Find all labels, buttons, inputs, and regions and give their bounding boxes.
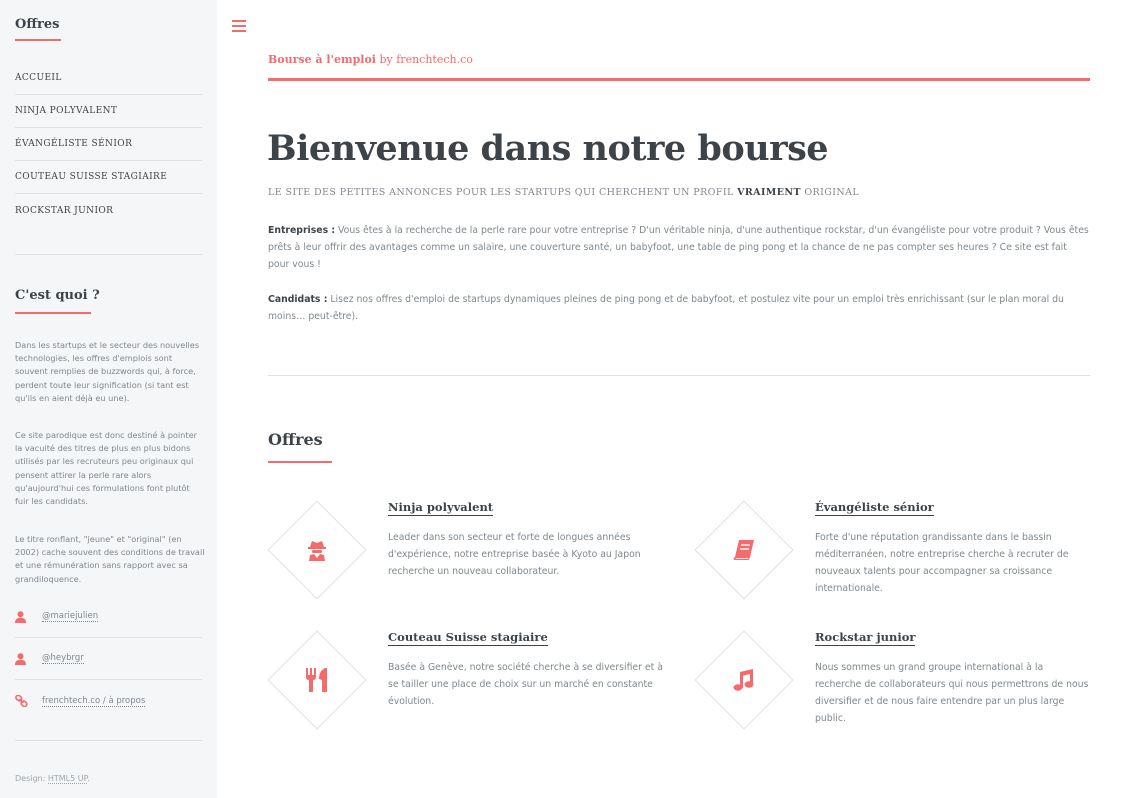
page-subtitle [268, 187, 859, 198]
feature-title-rockstar[interactable]: Rockstar junior [815, 630, 916, 644]
contact-item [15, 596, 202, 638]
feature-title-ninja[interactable]: Ninja polyvalent [388, 500, 494, 514]
contact-link-frenchtech[interactable]: frenchtech.co / à propos [42, 695, 146, 706]
design-suffix: . [87, 774, 90, 783]
contact-link-mariejulien[interactable]: @mariejulien [42, 611, 99, 621]
book-icon [695, 500, 793, 600]
feature-title-evangeliste[interactable]: Évangéliste sénior [815, 500, 934, 514]
menu-item-label[interactable]: COUTEAU SUISSE STAGIAIRE [15, 172, 168, 182]
design-link[interactable]: HTML5 UP [47, 774, 88, 783]
header-underline [268, 78, 1090, 81]
sidebar-offres-title: Offres [15, 17, 60, 32]
contact-item [15, 680, 202, 722]
menu-item-label[interactable]: ROCKSTAR JUNIOR [15, 205, 114, 216]
feature-text: Leader dans son secteur et forte de longues années d'expérience, notre entreprise basée à Kyoto au Japon recherche un nouveau collaborateur. [388, 532, 641, 577]
about-title-underline [15, 312, 91, 314]
about-paragraph: Ce site parodique est donc destiné à pointer la vacuité des titres de plus en plus bidons utilisés par les recruteurs peu originaux qui pensent attirer la perle rare alors qu'aujourd'hui ces formulations font plutôt fuir les candidats. [15, 430, 197, 507]
header-logo[interactable] [268, 53, 473, 66]
offres-heading: Offres [268, 430, 323, 449]
entreprises-text: Vous êtes à la recherche de la perle rare pour votre entreprise ? D'un véritable ninja, d'une authentique rockstar, d'un évangéliste pour votre produit ? Vous êtes prêts à leur offrir des avantages comme un salaire, une couverture santé, un babyfoot, une table de ping pong et la chance de ne pas compter ses heures ? Ce site est fait pour vous ! [268, 225, 1089, 270]
logo-strong: Bourse à l'emploi [268, 53, 376, 66]
link-icon [15, 695, 35, 707]
about-title: C'est quoi ? [15, 288, 100, 303]
page-title: Bienvenue dans notre bourse [267, 128, 829, 169]
menu-toggle-icon[interactable] [232, 20, 246, 34]
sidebar-item-evangeliste[interactable] [15, 128, 202, 161]
main-divider [268, 375, 1090, 376]
music-icon [695, 630, 793, 730]
feature-ninja [268, 500, 663, 620]
about-paragraph: Le titre ronflant, "jeune" et "original" (en 2002) cache souvent des conditions de travail et une rémunération sans rapport avec sa grandiloquence. [15, 534, 205, 584]
cutlery-icon [268, 630, 366, 730]
sidebar-item-accueil[interactable] [15, 62, 202, 95]
contact-list [15, 596, 202, 722]
intro-candidats [268, 291, 1090, 325]
sidebar-title-underline [15, 39, 61, 41]
sidebar-divider [15, 254, 202, 255]
feature-couteau [268, 630, 663, 750]
feature-title-couteau[interactable]: Couteau Suisse stagiaire [388, 630, 548, 644]
design-credit [15, 774, 90, 783]
design-prefix: Design: [15, 774, 48, 783]
user-icon [15, 653, 35, 665]
contact-item [15, 638, 202, 680]
feature-rockstar [695, 630, 1090, 750]
candidats-label: Candidats : [268, 294, 328, 305]
menu-item-label[interactable]: ACCUEIL [15, 73, 62, 83]
feature-text: Forte d'une réputation grandissante dans le bassin méditerranéen, notre entreprise cherche à recruter de nouveaux talents pour accompagner sa croissance internationale. [815, 532, 1069, 594]
candidats-text: Lisez nos offres d'emploi de startups dynamiques pleines de ping pong et de babyfoot, et postulez vite pour un emploi très enrichissant (sur le plan moral du moins… peut-être). [268, 294, 1064, 322]
sidebar-item-rockstar[interactable] [15, 194, 202, 227]
user-icon [15, 611, 35, 623]
sidebar-divider [15, 740, 202, 741]
menu-item-label[interactable]: NINJA POLYVALENT [15, 106, 118, 116]
sidebar-menu [15, 62, 202, 227]
sidebar-item-ninja[interactable] [15, 95, 202, 128]
entreprises-label: Entreprises : [268, 225, 336, 236]
sidebar-item-couteau[interactable] [15, 161, 202, 194]
logo-rest: by frenchtech.co [375, 53, 473, 66]
subtitle-pre: LE SITE DES PETITES ANNONCES POUR LES STARTUPS QUI CHERCHENT UN PROFIL [268, 187, 738, 198]
sidebar [0, 0, 217, 798]
feature-evangeliste [695, 500, 1090, 620]
feature-text: Basée à Genève, notre société cherche à se diversifier et à se tailler une place de choix sur un marché en constante évolution. [388, 662, 663, 707]
feature-text: Nous sommes un grand groupe international à la recherche de collaborateurs qui nous permettrons de nous diversifier et de nous faire entendre par un plus large public. [815, 662, 1089, 724]
subtitle-strong: VRAIMENT [737, 187, 801, 198]
offres-heading-underline [268, 461, 332, 463]
contact-link-heybrgr[interactable]: @heybrgr [42, 653, 84, 663]
spy-icon [268, 500, 366, 600]
subtitle-post: ORIGINAL [800, 187, 860, 198]
menu-item-label[interactable]: ÉVANGÉLISTE SÉNIOR [15, 139, 133, 149]
intro-entreprises [268, 222, 1090, 273]
about-paragraph: Dans les startups et le secteur des nouvelles technologies, les offres d'emplois sont souvent remplies de buzzwords qui, à force, perdent toute leur signification (si tant est qu'ils en aient déjà eu une). [15, 340, 200, 403]
